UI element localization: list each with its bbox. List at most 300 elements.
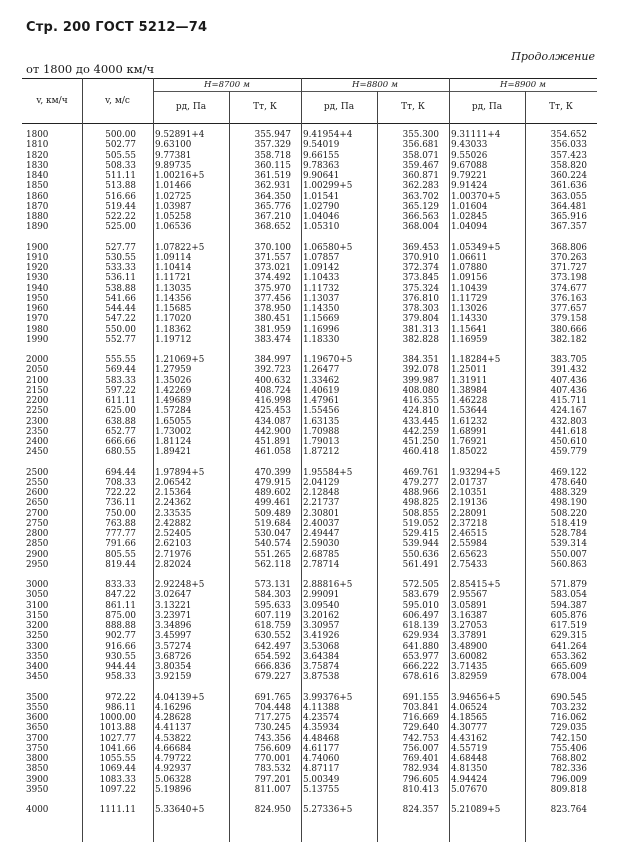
temperature-cell: 642.497	[254, 641, 291, 652]
temperature-cell: 704.448	[254, 702, 291, 713]
temperature-cell: 824.950	[254, 805, 291, 815]
pressure-cell: 1.27959	[155, 365, 192, 376]
pressure-cell: 3.94656+5	[451, 692, 501, 703]
temperature-cell: 594.387	[550, 600, 587, 611]
v-ms-cell: 544.44	[105, 304, 136, 314]
v-ms-cell: 511.11	[105, 171, 136, 181]
temperature-cell: 378.303	[402, 304, 439, 314]
pressure-cell: 1.89421	[155, 447, 192, 458]
temperature-cell: 571.879	[550, 580, 587, 590]
pressure-cell: 1.14356	[155, 293, 192, 304]
temperature-cell: 629.934	[402, 631, 439, 642]
temperature-cell: 381.313	[402, 324, 439, 335]
v-kmh-cell: 2100	[26, 375, 49, 386]
temperature-cell: 539.944	[402, 539, 439, 550]
pressure-cell: 2.88816+5	[303, 580, 353, 590]
pressure-cell: 1.09114	[155, 252, 192, 263]
v-ms-cell: 525.00	[105, 222, 136, 233]
temperature-cell: 509.489	[254, 508, 291, 519]
v-ms-cell: 1083.33	[99, 774, 136, 785]
pressure-cell: 1.07857	[303, 252, 340, 263]
pressure-cell: 1.11729	[451, 293, 488, 304]
temperature-cell: 374.492	[254, 273, 291, 284]
temperature-cell: 539.314	[550, 539, 587, 550]
v-kmh-cell: 1850	[26, 181, 49, 192]
v-ms-cell: 555.55	[105, 355, 136, 365]
v-kmh-cell: 1940	[26, 283, 49, 294]
v-kmh-cell: 3250	[26, 631, 49, 642]
v-ms-cell: 530.55	[105, 252, 136, 263]
pressure-cell: 1.13035	[155, 283, 192, 294]
pressure-cell: 2.49447	[303, 529, 340, 539]
temperature-cell: 356.681	[402, 140, 439, 151]
temperature-cell: 796.009	[550, 774, 587, 785]
v-kmh-cell: 3650	[26, 723, 49, 734]
temperature-cell: 618.139	[402, 621, 439, 631]
temperature-cell: 356.033	[550, 140, 587, 151]
pressure-cell: 1.33462	[303, 375, 340, 386]
temperature-cell: 450.610	[550, 437, 587, 447]
pressure-cell: 1.06536	[155, 222, 192, 233]
pressure-cell: 4.43162	[451, 733, 488, 744]
v-ms-cell: 1097.22	[99, 784, 136, 795]
temperature-cell: 584.303	[254, 590, 291, 601]
pressure-cell: 1.04094	[451, 222, 488, 233]
v-kmh-cell: 1860	[26, 191, 49, 202]
temperature-cell: 755.406	[550, 743, 587, 754]
temperature-cell: 400.632	[254, 375, 291, 386]
pressure-cell: 1.05310	[303, 222, 340, 233]
pressure-cell: 1.55456	[303, 406, 340, 417]
v-ms-cell: 569.44	[105, 365, 136, 376]
v-ms-cell: 680.55	[105, 447, 136, 458]
v-ms-cell: 791.66	[105, 539, 136, 550]
temperature-cell: 666.836	[254, 662, 291, 672]
v-kmh-cell: 2800	[26, 529, 49, 539]
temperature-cell: 540.574	[254, 539, 291, 550]
pressure-cell: 9.63100	[155, 140, 192, 151]
pressure-cell: 1.35026	[155, 375, 192, 386]
temperature-cell: 373.845	[402, 273, 439, 284]
temperature-cell: 391.432	[550, 365, 587, 376]
temperature-cell: 461.058	[254, 447, 291, 458]
pressure-cell: 2.10351	[451, 488, 488, 498]
v-ms-cell: 972.22	[105, 692, 136, 703]
pressure-cell: 1.68991	[451, 426, 488, 437]
pressure-cell: 1.38984	[451, 385, 488, 396]
pressure-cell: 1.02845	[451, 212, 488, 222]
pressure-cell: 2.46515	[451, 529, 488, 539]
temperature-cell: 716.669	[402, 713, 439, 723]
pressure-cell: 4.06524	[451, 702, 488, 713]
temperature-cell: 355.300	[402, 130, 439, 140]
v-ms-cell: 500.00	[105, 130, 136, 140]
pressure-cell: 3.68726	[155, 651, 192, 662]
temperature-cell: 357.423	[550, 150, 587, 161]
pressure-cell: 1.42269	[155, 385, 192, 396]
pressure-cell: 1.01466	[155, 181, 192, 192]
pressure-cell: 2.82024	[155, 559, 192, 570]
temperature-cell: 508.855	[402, 508, 439, 519]
pressure-cell: 1.03987	[155, 201, 192, 212]
v-ms-cell: 611.11	[105, 396, 136, 406]
temperature-cell: 451.250	[402, 437, 439, 447]
temperature-cell: 716.062	[550, 713, 587, 723]
pressure-cell: 1.11721	[155, 273, 192, 284]
temperature-cell: 560.863	[550, 559, 587, 570]
pressure-cell: 2.06542	[155, 477, 192, 488]
v-kmh-cell: 2150	[26, 385, 49, 396]
temperature-cell: 678.616	[402, 672, 439, 683]
pressure-cell: 1.07880	[451, 263, 488, 273]
v-kmh-cell: 3300	[26, 641, 49, 652]
temperature-cell: 383.705	[550, 355, 587, 365]
temperature-cell: 373.021	[254, 263, 291, 273]
v-kmh-cell: 1970	[26, 314, 49, 325]
temperature-cell: 489.602	[254, 488, 291, 498]
v-kmh-cell: 1930	[26, 273, 49, 284]
v-ms-cell: 1013.88	[99, 723, 136, 734]
pressure-cell: 9.41954+4	[303, 130, 353, 140]
pressure-cell: 2.37218	[451, 518, 488, 529]
pressure-cell: 4.28628	[155, 713, 192, 723]
v-kmh-cell: 3400	[26, 662, 49, 672]
v-kmh-cell: 3100	[26, 600, 49, 611]
temperature-cell: 371.727	[550, 263, 587, 273]
pressure-cell: 9.78363	[303, 160, 340, 171]
v-ms-cell: 625.00	[105, 406, 136, 417]
pressure-cell: 3.30957	[303, 621, 340, 631]
temperature-cell: 606.497	[402, 610, 439, 621]
v-kmh-cell: 1800	[26, 130, 49, 140]
temperature-cell: 434.087	[254, 416, 291, 427]
temperature-cell: 360.871	[402, 171, 439, 181]
v-kmh-cell: 1880	[26, 212, 49, 222]
temperature-cell: 369.453	[402, 242, 439, 253]
pressure-cell: 1.97894+5	[155, 467, 205, 478]
v-ms-cell: 819.44	[105, 559, 136, 570]
temperature-cell: 595.010	[402, 600, 439, 611]
temperature-cell: 358.820	[550, 160, 587, 171]
temperature-cell: 370.263	[550, 252, 587, 263]
pressure-cell: 3.20162	[303, 610, 340, 621]
pressure-cell: 3.64384	[303, 651, 340, 662]
pressure-cell: 4.79722	[155, 754, 192, 764]
temperature-cell: 470.399	[254, 467, 291, 478]
v-ms-cell: 736.11	[105, 498, 136, 509]
temperature-cell: 518.419	[550, 518, 587, 529]
pressure-cell: 3.02647	[155, 590, 192, 601]
temperature-cell: 617.519	[550, 621, 587, 631]
temperature-cell: 743.356	[254, 733, 291, 744]
v-ms-cell: 583.33	[105, 375, 136, 386]
v-kmh-cell: 3700	[26, 733, 49, 744]
v-kmh-cell: 2600	[26, 488, 49, 498]
temperature-cell: 370.910	[402, 252, 439, 263]
pressure-cell: 1.95584+5	[303, 467, 353, 478]
altitude-header-3: H=8900 м	[500, 80, 546, 90]
pressure-cell: 1.04046	[303, 212, 340, 222]
pressure-cell: 5.21089+5	[451, 805, 501, 815]
pressure-cell: 3.05891	[451, 600, 488, 611]
v-kmh-cell: 1900	[26, 242, 49, 253]
pressure-cell: 4.74060	[303, 754, 340, 764]
temperature-cell: 811.007	[254, 784, 291, 795]
v-ms-cell: 930.55	[105, 651, 136, 662]
temperature-cell: 384.351	[402, 355, 439, 365]
temperature-cell: 433.445	[402, 416, 439, 427]
v-kmh-cell: 3050	[26, 590, 49, 601]
pressure-cell: 1.09142	[303, 263, 340, 273]
pressure-cell: 1.09156	[451, 273, 488, 284]
temperature-cell: 442.900	[254, 426, 291, 437]
pressure-cell: 1.05258	[155, 212, 192, 222]
range-note: от 1800 до 4000 км/ч	[26, 62, 155, 76]
pressure-cell: 2.21737	[303, 498, 340, 509]
pressure-cell: 1.16996	[303, 324, 340, 335]
pressure-cell: 4.48468	[303, 733, 340, 744]
v-ms-cell: 1027.77	[99, 733, 136, 744]
pressure-cell: 4.92937	[155, 764, 192, 775]
temperature-cell: 365.916	[550, 212, 587, 222]
v-kmh-cell: 3750	[26, 743, 49, 754]
pressure-cell: 2.99091	[303, 590, 340, 601]
temperature-cell: 629.315	[550, 631, 587, 642]
col-header-temperature: Tт, К	[401, 102, 425, 112]
temperature-cell: 377.456	[254, 293, 291, 304]
v-kmh-cell: 2950	[26, 559, 49, 570]
v-kmh-cell: 3350	[26, 651, 49, 662]
v-kmh-cell: 3200	[26, 621, 49, 631]
temperature-cell: 384.997	[254, 355, 291, 365]
v-ms-cell: 536.11	[105, 273, 136, 284]
temperature-cell: 703.841	[402, 702, 439, 713]
continuation-label: Продолжение	[511, 50, 595, 63]
v-ms-cell: 516.66	[105, 191, 136, 202]
pressure-cell: 1.01541	[303, 191, 340, 202]
temperature-cell: 364.481	[550, 201, 587, 212]
pressure-cell: 2.33535	[155, 508, 192, 519]
altitude-header-1: H=8700 м	[204, 80, 250, 90]
pressure-cell: 3.71435	[451, 662, 488, 672]
temperature-cell: 408.080	[402, 385, 439, 396]
temperature-cell: 368.004	[402, 222, 439, 233]
temperature-cell: 363.055	[550, 191, 587, 202]
pressure-cell: 2.28091	[451, 508, 488, 519]
temperature-cell: 729.035	[550, 723, 587, 734]
pressure-cell: 1.87212	[303, 447, 340, 458]
pressure-cell: 2.78714	[303, 559, 340, 570]
v-kmh-cell: 1810	[26, 140, 49, 151]
pressure-cell: 1.70988	[303, 426, 340, 437]
pressure-cell: 5.07670	[451, 784, 488, 795]
pressure-cell: 1.01604	[451, 201, 488, 212]
temperature-cell: 379.158	[550, 314, 587, 325]
temperature-cell: 375.970	[254, 283, 291, 294]
temperature-cell: 376.163	[550, 293, 587, 304]
temperature-cell: 690.545	[550, 692, 587, 703]
temperature-cell: 354.652	[550, 130, 587, 140]
v-ms-cell: 652.77	[105, 426, 136, 437]
v-ms-cell: 847.22	[105, 590, 136, 601]
temperature-cell: 519.684	[254, 518, 291, 529]
pressure-cell: 1.16959	[451, 334, 488, 345]
temperature-cell: 583.054	[550, 590, 587, 601]
pressure-cell: 1.13026	[451, 304, 488, 314]
temperature-cell: 562.118	[254, 559, 291, 570]
col-header-pressure: pд, Па	[175, 102, 207, 112]
pressure-cell: 2.42882	[155, 518, 192, 529]
temperature-cell: 488.329	[550, 488, 587, 498]
v-ms-cell: 944.44	[105, 662, 136, 672]
pressure-cell: 1.79013	[303, 437, 340, 447]
pressure-cell: 2.59030	[303, 539, 340, 550]
pressure-cell: 1.10439	[451, 283, 488, 294]
pressure-cell: 4.87117	[303, 764, 340, 775]
temperature-cell: 441.618	[550, 426, 587, 437]
temperature-cell: 478.640	[550, 477, 587, 488]
pressure-cell: 9.89735	[155, 160, 192, 171]
v-kmh-cell: 3450	[26, 672, 49, 683]
v-ms-cell: 986.11	[105, 702, 136, 713]
data-table	[22, 78, 597, 842]
temperature-cell: 357.329	[254, 140, 291, 151]
pressure-cell: 1.11732	[303, 283, 340, 294]
pressure-cell: 1.00370+5	[451, 191, 501, 202]
v-kmh-cell: 3000	[26, 580, 49, 590]
pressure-cell: 4.68448	[451, 754, 488, 764]
v-kmh-cell: 1890	[26, 222, 49, 233]
pressure-cell: 9.43033	[451, 140, 488, 151]
pressure-cell: 3.87538	[303, 672, 340, 683]
v-ms-cell: 1111.11	[99, 805, 136, 815]
pressure-cell: 2.95567	[451, 590, 488, 601]
temperature-cell: 374.677	[550, 283, 587, 294]
temperature-cell: 372.374	[402, 263, 439, 273]
temperature-cell: 488.966	[402, 488, 439, 498]
pressure-cell: 1.15669	[303, 314, 340, 325]
temperature-cell: 519.052	[402, 518, 439, 529]
temperature-cell: 797.201	[254, 774, 291, 785]
temperature-cell: 810.413	[402, 784, 439, 795]
v-ms-cell: 533.33	[105, 263, 136, 273]
temperature-cell: 392.078	[402, 365, 439, 376]
temperature-cell: 823.764	[550, 805, 587, 815]
pressure-cell: 2.12848	[303, 488, 340, 498]
temperature-cell: 362.283	[402, 181, 439, 192]
v-ms-cell: 722.22	[105, 488, 136, 498]
temperature-cell: 407.436	[550, 385, 587, 396]
temperature-cell: 528.784	[550, 529, 587, 539]
pressure-cell: 9.67088	[451, 160, 488, 171]
pressure-cell: 3.16387	[451, 610, 488, 621]
pressure-cell: 1.00216+5	[155, 171, 205, 181]
temperature-cell: 770.001	[254, 754, 291, 764]
col-header-temperature: Tт, К	[549, 102, 573, 112]
temperature-cell: 379.804	[402, 314, 439, 325]
v-kmh-cell: 2550	[26, 477, 49, 488]
temperature-cell: 363.702	[402, 191, 439, 202]
pressure-cell: 4.94424	[451, 774, 488, 785]
v-kmh-cell: 3150	[26, 610, 49, 621]
pressure-cell: 1.85022	[451, 447, 488, 458]
pressure-cell: 1.76921	[451, 437, 488, 447]
temperature-cell: 368.806	[550, 242, 587, 253]
pressure-cell: 2.15364	[155, 488, 192, 498]
pressure-cell: 3.82959	[451, 672, 488, 683]
temperature-cell: 729.640	[402, 723, 439, 734]
temperature-cell: 416.355	[402, 396, 439, 406]
pressure-cell: 2.75433	[451, 559, 488, 570]
v-kmh-cell: 1910	[26, 252, 49, 263]
temperature-cell: 425.453	[254, 406, 291, 417]
temperature-cell: 730.245	[254, 723, 291, 734]
temperature-cell: 424.167	[550, 406, 587, 417]
pressure-cell: 3.92159	[155, 672, 192, 683]
v-kmh-cell: 3500	[26, 692, 49, 703]
pressure-cell: 1.26477	[303, 365, 340, 376]
pressure-cell: 3.99376+5	[303, 692, 353, 703]
temperature-cell: 360.115	[254, 160, 291, 171]
v-ms-cell: 550.00	[105, 324, 136, 335]
pressure-cell: 1.15685	[155, 304, 192, 314]
v-ms-cell: 522.22	[105, 212, 136, 222]
v-ms-cell: 666.66	[105, 437, 136, 447]
v-ms-cell: 513.88	[105, 181, 136, 192]
page-header: Стр. 200 ГОСТ 5212—74	[26, 20, 208, 35]
temperature-cell: 595.633	[254, 600, 291, 611]
pressure-cell: 9.31111+4	[451, 130, 501, 140]
pressure-cell: 2.55984	[451, 539, 488, 550]
pressure-cell: 2.24362	[155, 498, 192, 509]
pressure-cell: 3.80354	[155, 662, 192, 672]
v-ms-cell: 916.66	[105, 641, 136, 652]
temperature-cell: 678.004	[550, 672, 587, 683]
pressure-cell: 1.00299+5	[303, 181, 353, 192]
temperature-cell: 499.461	[254, 498, 291, 509]
v-kmh-cell: 1820	[26, 150, 49, 161]
pressure-cell: 2.52405	[155, 529, 192, 539]
pressure-cell: 1.14330	[451, 314, 488, 325]
temperature-cell: 382.828	[402, 334, 439, 345]
v-kmh-cell: 1960	[26, 304, 49, 314]
pressure-cell: 4.04139+5	[155, 692, 205, 703]
pressure-cell: 1.10433	[303, 273, 340, 284]
col-divider	[82, 78, 83, 842]
v-ms-cell: 1069.44	[99, 764, 136, 775]
temperature-cell: 381.959	[254, 324, 291, 335]
col-header-pressure: pд, Па	[323, 102, 355, 112]
v-kmh-cell: 3800	[26, 754, 49, 764]
pressure-cell: 3.48900	[451, 641, 488, 652]
temperature-cell: 373.198	[550, 273, 587, 284]
v-kmh-cell: 1990	[26, 334, 49, 345]
temperature-cell: 742.150	[550, 733, 587, 744]
v-ms-cell: 638.88	[105, 416, 136, 427]
temperature-cell: 691.155	[402, 692, 439, 703]
col-header-pressure: pд, Па	[471, 102, 503, 112]
temperature-cell: 432.803	[550, 416, 587, 427]
altitude-header-rule	[153, 91, 597, 92]
pressure-cell: 1.15641	[451, 324, 488, 335]
temperature-cell: 769.401	[402, 754, 439, 764]
temperature-cell: 459.779	[550, 447, 587, 458]
temperature-cell: 498.825	[402, 498, 439, 509]
pressure-cell: 4.66684	[155, 743, 192, 754]
v-kmh-cell: 2000	[26, 355, 49, 365]
pressure-cell: 9.91424	[451, 181, 488, 192]
temperature-cell: 809.818	[550, 784, 587, 795]
